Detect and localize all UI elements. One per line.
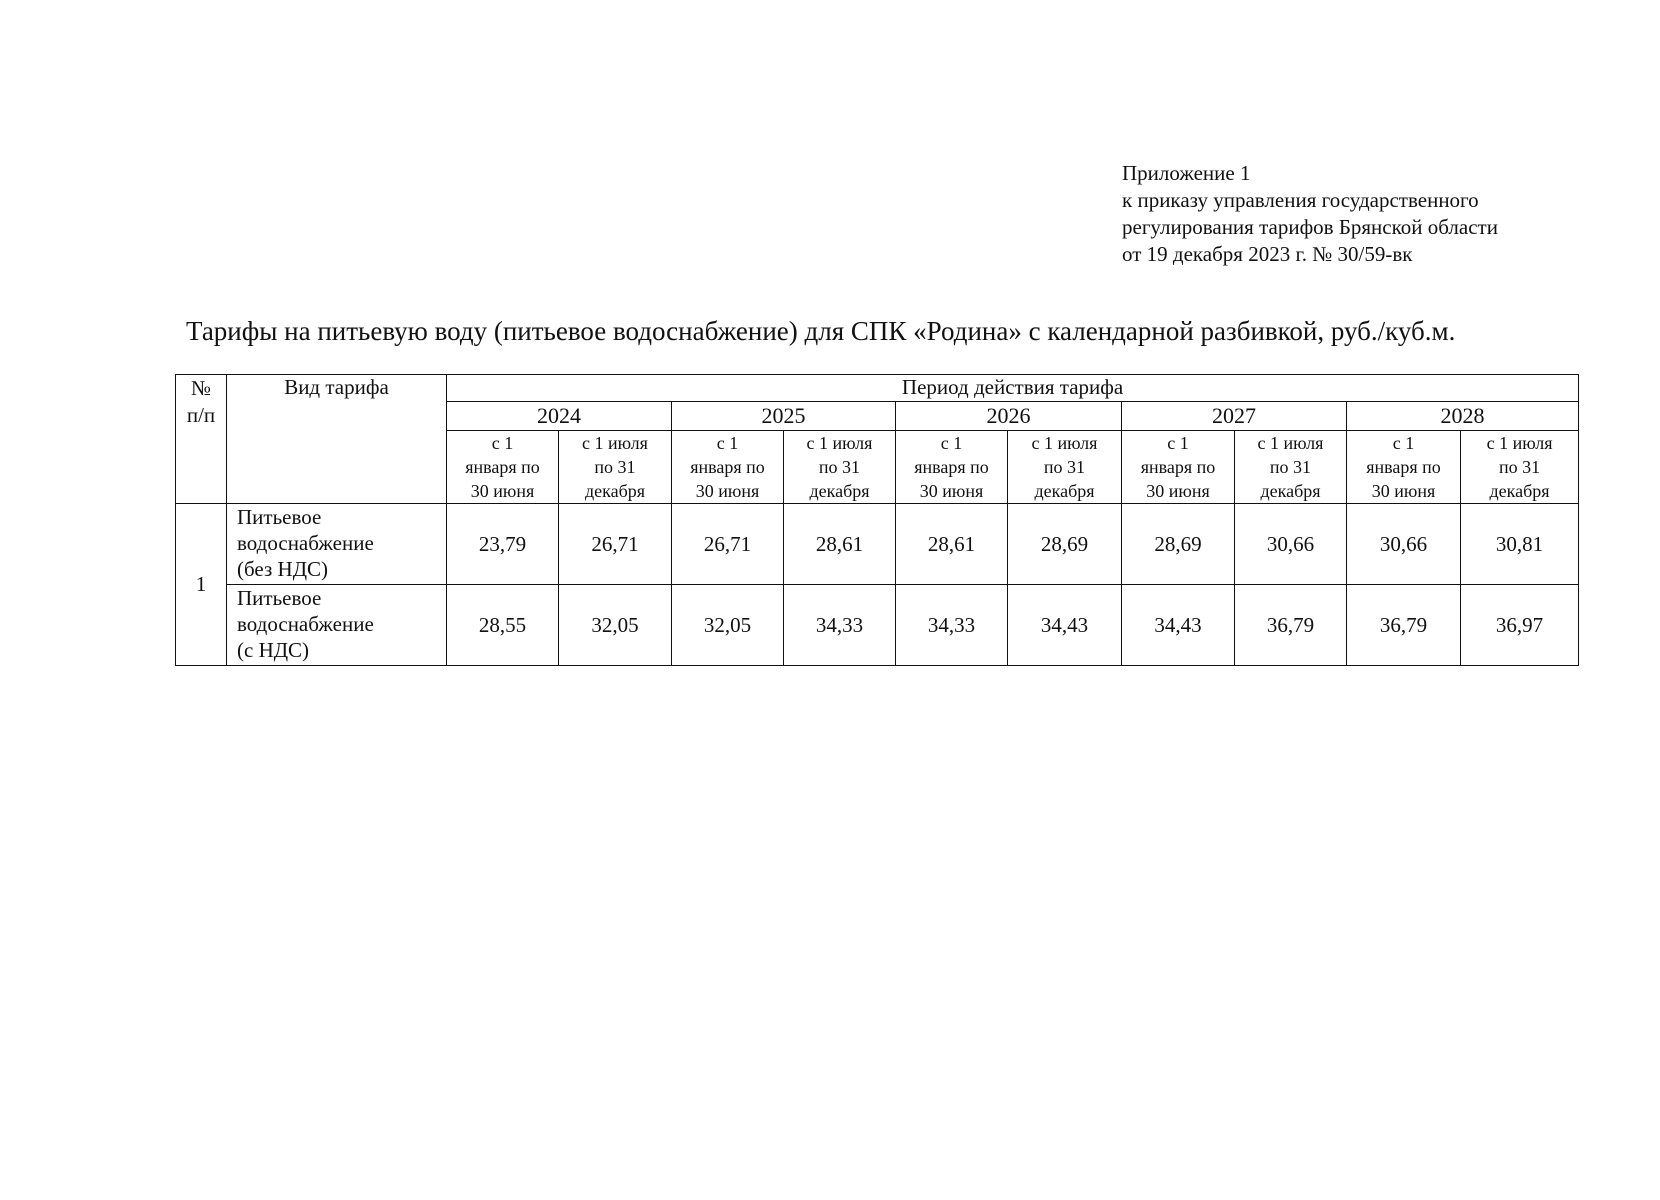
header-second-half [784,431,896,504]
sub-text: с 1 [716,433,739,453]
header-second-half [1008,431,1122,504]
appendix-header [1122,160,1498,268]
tariff-value: 34,43 [1122,585,1235,666]
sub-text: по 31 [818,457,861,477]
tariff-value: 32,05 [672,585,784,666]
row-label-text: водоснабжение [237,612,374,636]
sub-text: с 1 [491,433,514,453]
sub-text: 30 июня [695,481,760,501]
tariff-value: 30,66 [1347,504,1461,585]
sub-text: 30 июня [1146,481,1210,501]
header-first-half [672,431,784,504]
header-tariff-kind: Вид тарифа [227,375,447,504]
header-number [176,375,227,504]
sub-text: с 1 июля [582,433,648,453]
row-number: 1 [176,504,227,666]
document-title: Тарифы на питьевую воду (питьевое водоснабжение) для СПК «Родина» с календарной разбивкой, руб./куб.м. [186,316,1456,346]
sub-text: января по [690,457,765,477]
header-number-line2: п/п [186,403,216,427]
header-first-half [447,431,559,504]
sub-text: декабря [1034,481,1095,501]
tariff-value: 28,55 [447,585,559,666]
table-row [176,585,1579,666]
tariff-value: 26,71 [559,504,672,585]
sub-text: с 1 [1392,433,1415,453]
sub-text: 30 июня [470,481,535,501]
header-year: 2028 [1347,402,1579,431]
sub-text: с 1 июля [806,433,873,453]
sub-text: декабря [584,481,646,501]
tariff-value: 36,79 [1347,585,1461,666]
sub-text: с 1 [1167,433,1189,453]
sub-text: по 31 [1498,457,1541,477]
sub-text: 30 июня [1371,481,1436,501]
header-year: 2024 [447,402,672,431]
tariff-value: 26,71 [672,504,784,585]
sub-text: по 31 [594,457,636,477]
sub-text: с 1 июля [1031,433,1098,453]
sub-text: с 1 [940,433,963,453]
tariff-table [175,374,1579,666]
row-label-text: Питьевое [237,586,322,610]
tariff-value: 34,33 [896,585,1008,666]
header-first-half [1122,431,1235,504]
row-label-text: Питьевое [237,505,322,529]
tariff-value: 30,81 [1461,504,1579,585]
tariff-value: 32,05 [559,585,672,666]
tariff-value: 34,43 [1008,585,1122,666]
tariff-value: 36,79 [1235,585,1347,666]
sub-text: декабря [809,481,870,501]
table-row [176,504,1579,585]
header-second-half [1235,431,1347,504]
sub-text: по 31 [1269,457,1312,477]
row-label-text: водоснабжение [237,531,374,555]
appendix-line-1: Приложение 1 [1122,161,1251,185]
sub-text: января по [465,457,540,477]
appendix-line-4: от 19 декабря 2023 г. № 30/59-вк [1122,242,1413,266]
header-number-line1: № [190,376,212,400]
row-label-text: (с НДС) [237,638,310,662]
sub-text: 30 июня [919,481,984,501]
row-label [227,504,447,585]
tariff-value: 28,61 [784,504,896,585]
row-label-text: (без НДС) [237,557,329,581]
appendix-line-3: регулирования тарифов Брянской области [1122,215,1498,239]
sub-text: с 1 июля [1257,433,1324,453]
header-year: 2027 [1122,402,1347,431]
tariff-value: 30,66 [1235,504,1347,585]
sub-text: декабря [1260,481,1321,501]
appendix-line-2: к приказу управления государственного [1122,188,1479,212]
tariff-value: 36,97 [1461,585,1579,666]
header-year: 2026 [896,402,1122,431]
tariff-value: 28,69 [1008,504,1122,585]
sub-text: по 31 [1043,457,1086,477]
tariff-value: 34,33 [784,585,896,666]
sub-text: января по [1366,457,1441,477]
tariff-value: 28,69 [1122,504,1235,585]
header-first-half [896,431,1008,504]
sub-text: января по [1140,457,1216,477]
row-label [227,585,447,666]
sub-text: декабря [1489,481,1550,501]
tariff-value: 28,61 [896,504,1008,585]
header-first-half [1347,431,1461,504]
header-second-half [1461,431,1579,504]
header-year: 2025 [672,402,896,431]
header-second-half [559,431,672,504]
tariff-value: 23,79 [447,504,559,585]
sub-text: с 1 июля [1486,433,1553,453]
header-period: Период действия тарифа [447,375,1579,402]
sub-text: января по [914,457,989,477]
